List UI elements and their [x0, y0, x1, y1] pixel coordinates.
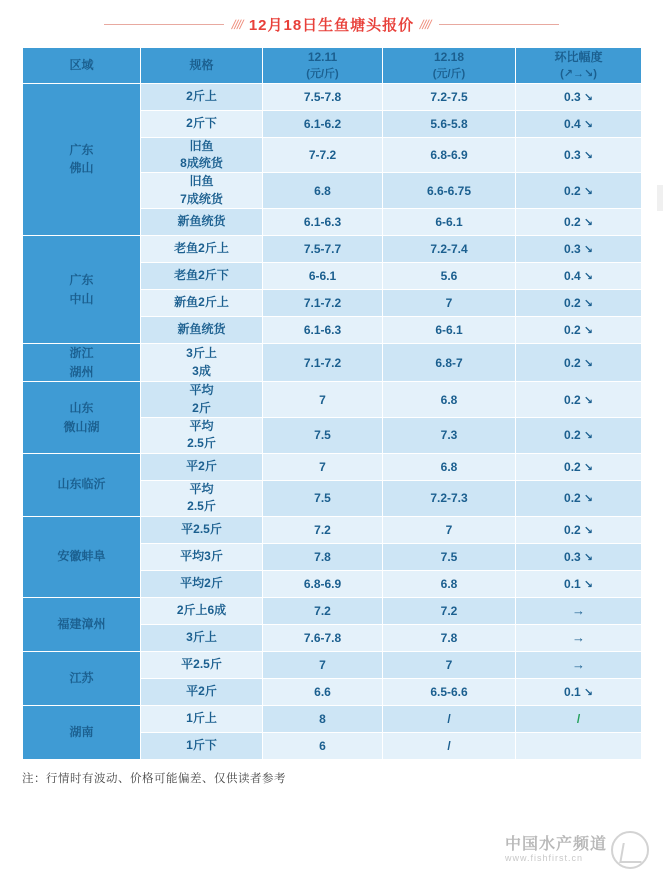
table-row: [23, 236, 642, 263]
header-region: 区域: [23, 48, 141, 84]
spec-cell: 平2斤: [141, 453, 263, 480]
spec-cell: 平2斤: [141, 678, 263, 705]
spec-cell: 3斤上: [141, 624, 263, 651]
spec-cell: 旧鱼 7成统货: [141, 173, 263, 209]
change-cell: 0.4 ↘: [516, 263, 642, 290]
price-table-wrap: [0, 47, 663, 760]
price-current-cell: 7.2: [383, 597, 516, 624]
spec-cell: 2斤上: [141, 83, 263, 110]
price-current-cell: /: [383, 705, 516, 732]
spec-cell: 新鱼统货: [141, 317, 263, 344]
region-cell: 山东 微山湖: [23, 382, 141, 454]
price-prev-cell: 7.5-7.8: [263, 83, 383, 110]
change-cell: 0.3 ↘: [516, 236, 642, 263]
header-row: [23, 48, 642, 84]
price-prev-cell: 7.1-7.2: [263, 344, 383, 382]
price-current-cell: 7.2-7.3: [383, 480, 516, 516]
table-row: [23, 705, 642, 732]
price-prev-cell: 6.8: [263, 173, 383, 209]
change-cell: 0.2 ↘: [516, 344, 642, 382]
change-cell: 0.1 ↘: [516, 570, 642, 597]
price-current-cell: 7: [383, 290, 516, 317]
price-prev-cell: 7.5: [263, 480, 383, 516]
price-prev-cell: 7: [263, 651, 383, 678]
price-current-cell: 7.2-7.5: [383, 83, 516, 110]
price-current-cell: /: [383, 732, 516, 759]
change-cell: 0.2 ↘: [516, 317, 642, 344]
price-current-cell: 7.5: [383, 543, 516, 570]
header-price-1: [263, 48, 383, 84]
watermark: [505, 831, 649, 869]
header-price-2-date: 12.18: [433, 50, 465, 64]
table-row: [23, 344, 642, 382]
header-price-2-unit: (元/斤): [432, 68, 466, 80]
watermark-sub: www.fishfirst.cn: [504, 852, 583, 863]
header-price-1-date: 12.11: [307, 50, 338, 64]
header-change-label: 环比幅度: [554, 50, 603, 64]
table-row: [23, 453, 642, 480]
change-cell: /: [516, 705, 642, 732]
price-current-cell: 6.8: [383, 382, 516, 418]
price-prev-cell: 7: [263, 382, 383, 418]
spec-cell: 2斤下: [141, 110, 263, 137]
spec-cell: 新鱼2斤上: [141, 290, 263, 317]
region-cell: 广东 中山: [23, 236, 141, 344]
price-current-cell: 7.2-7.4: [383, 236, 516, 263]
footer-note: 注：行情时有波动、价格可能偏差、仅供读者参考: [22, 772, 286, 785]
change-cell: 0.2 ↘: [516, 173, 642, 209]
header-change-unit: (↗→↘): [560, 68, 597, 80]
region-cell: 江苏: [23, 651, 141, 705]
price-prev-cell: 7.6-7.8: [263, 624, 383, 651]
table-row: [23, 516, 642, 543]
header-price-1-unit: (元/斤): [306, 68, 339, 80]
spec-cell: 旧鱼 8成统货: [141, 137, 263, 173]
table-row: [23, 382, 642, 418]
price-prev-cell: 8: [263, 705, 383, 732]
change-cell: 0.2 ↘: [516, 480, 642, 516]
table-header: [23, 48, 642, 84]
header-price-2: [383, 48, 516, 84]
change-cell: 0.2 ↘: [516, 516, 642, 543]
title-ornament-left: ////: [230, 17, 245, 32]
price-current-cell: 6.8-7: [383, 344, 516, 382]
price-current-cell: 5.6: [383, 263, 516, 290]
change-cell: 0.4 ↘: [516, 110, 642, 137]
spec-cell: 3斤上 3成: [141, 344, 263, 382]
price-prev-cell: 7-7.2: [263, 137, 383, 173]
header-change: [516, 48, 642, 84]
change-cell: 0.3 ↘: [516, 543, 642, 570]
spec-cell: 新鱼统货: [141, 209, 263, 236]
spec-cell: 平均2斤: [141, 570, 263, 597]
region-cell: 浙江 湖州: [23, 344, 141, 382]
header-spec: 规格: [141, 48, 263, 84]
change-cell: 0.3 ↘: [516, 83, 642, 110]
price-current-cell: 5.6-5.8: [383, 110, 516, 137]
price-current-cell: 6.8: [383, 570, 516, 597]
spec-cell: 1斤上: [141, 705, 263, 732]
change-cell: 0.2 ↘: [516, 418, 642, 454]
price-current-cell: 7.3: [383, 418, 516, 454]
price-prev-cell: 6.1-6.3: [263, 317, 383, 344]
title-rule-left: [104, 24, 224, 25]
region-cell: 湖南: [23, 705, 141, 759]
spec-cell: 2斤上6成: [141, 597, 263, 624]
price-prev-cell: 7.2: [263, 597, 383, 624]
title-rule-right: [439, 24, 559, 25]
watermark-logo-icon: [611, 831, 649, 869]
price-prev-cell: 6.8-6.9: [263, 570, 383, 597]
table-body: [23, 83, 642, 759]
report-title-row: [0, 0, 663, 47]
region-cell: 广东 佛山: [23, 83, 141, 236]
price-prev-cell: 7.5-7.7: [263, 236, 383, 263]
change-cell: 0.2 ↘: [516, 290, 642, 317]
spec-cell: 平2.5斤: [141, 516, 263, 543]
price-prev-cell: 7.8: [263, 543, 383, 570]
change-cell: 0.3 ↘: [516, 137, 642, 173]
price-prev-cell: 7.1-7.2: [263, 290, 383, 317]
price-table: [22, 47, 642, 760]
change-cell: 0.1 ↘: [516, 678, 642, 705]
change-cell: →: [516, 597, 642, 624]
price-prev-cell: 6.6: [263, 678, 383, 705]
price-current-cell: 6.8: [383, 453, 516, 480]
price-prev-cell: 6-6.1: [263, 263, 383, 290]
spec-cell: 平2.5斤: [141, 651, 263, 678]
table-row: [23, 651, 642, 678]
change-cell: 0.2 ↘: [516, 453, 642, 480]
watermark-text: [505, 836, 607, 863]
region-cell: 山东临沂: [23, 453, 141, 516]
page-title: 12月18日生鱼塘头报价: [248, 17, 415, 34]
price-current-cell: 6.8-6.9: [383, 137, 516, 173]
region-cell: 福建漳州: [23, 597, 141, 651]
region-cell: 安徽蚌阜: [23, 516, 141, 597]
spec-cell: 平均 2.5斤: [141, 480, 263, 516]
price-current-cell: 6-6.1: [383, 317, 516, 344]
change-cell: 0.2 ↘: [516, 382, 642, 418]
spec-cell: 老鱼2斤下: [141, 263, 263, 290]
spec-cell: 老鱼2斤上: [141, 236, 263, 263]
change-cell: 0.2 ↘: [516, 209, 642, 236]
price-prev-cell: 6.1-6.2: [263, 110, 383, 137]
price-current-cell: 6.5-6.6: [383, 678, 516, 705]
price-prev-cell: 6.1-6.3: [263, 209, 383, 236]
price-prev-cell: 7: [263, 453, 383, 480]
price-current-cell: 6-6.1: [383, 209, 516, 236]
spec-cell: 1斤下: [141, 732, 263, 759]
watermark-main: 中国水产频道: [504, 836, 607, 854]
change-cell: →: [516, 624, 642, 651]
change-cell: [516, 732, 642, 759]
price-prev-cell: 6: [263, 732, 383, 759]
price-current-cell: 7: [383, 651, 516, 678]
change-cell: →: [516, 651, 642, 678]
price-current-cell: 7: [383, 516, 516, 543]
page-edge-marker: [657, 185, 663, 211]
price-prev-cell: 7.2: [263, 516, 383, 543]
title-ornament-right: ////: [418, 17, 433, 32]
spec-cell: 平均 2.5斤: [141, 418, 263, 454]
price-current-cell: 6.6-6.75: [383, 173, 516, 209]
price-prev-cell: 7.5: [263, 418, 383, 454]
table-row: [23, 597, 642, 624]
spec-cell: 平均3斤: [141, 543, 263, 570]
price-current-cell: 7.8: [383, 624, 516, 651]
spec-cell: 平均 2斤: [141, 382, 263, 418]
table-row: [23, 83, 642, 110]
